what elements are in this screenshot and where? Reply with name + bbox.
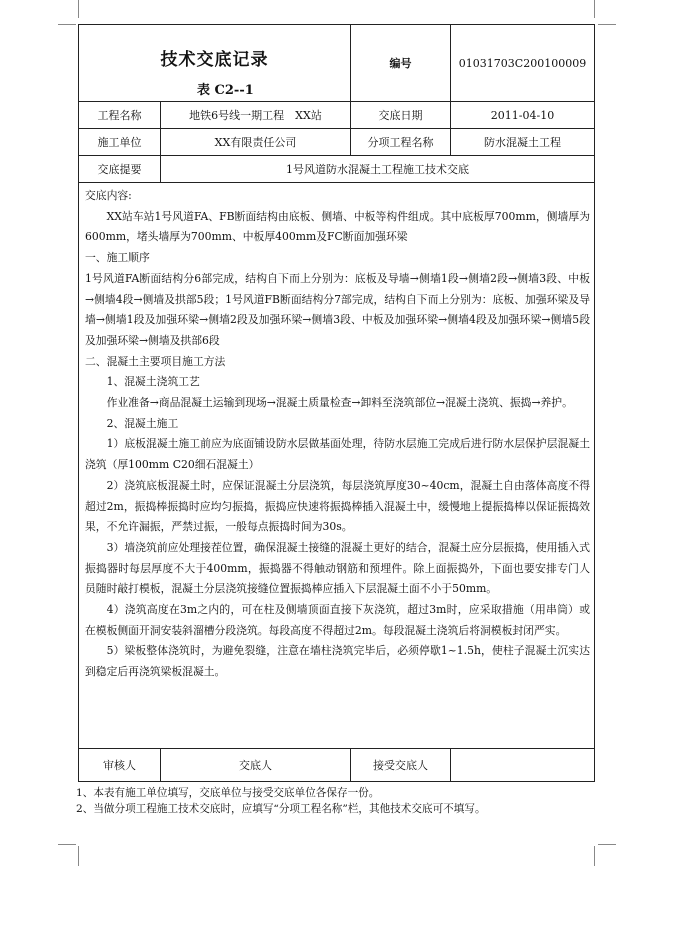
footnotes <box>76 785 594 817</box>
section-heading: 一、施工顺序 <box>85 251 150 265</box>
project-name-value: 地铁6号线一期工程 XX站 <box>161 102 351 129</box>
page-title: 技术交底记录 <box>160 50 269 70</box>
subsection-heading: 2、混凝土施工 <box>106 416 179 430</box>
reviewer-label: 审核人 <box>79 749 161 782</box>
unit-label: 施工单位 <box>79 129 161 156</box>
receiver-signature <box>451 749 595 782</box>
crop-mark-top-left-v <box>78 0 79 18</box>
content-paragraph: 1）底板混凝土施工前应为底面铺设防水层做基面处理，待防水层施工完成后进行防水层保护层混凝土浇筑（厚100mm C20细石混凝土） <box>85 437 590 472</box>
receiver-label: 接受交底人 <box>351 749 451 782</box>
content-paragraph: XX站车站1号风道FA、FB断面结构由底板、侧墙、中板等构件组成。其中底板厚700mm，侧墙厚为600mm，堵头墙厚为700mm、中板厚400mm及FC断面加强环梁 <box>85 209 590 244</box>
footnote-1: 1、本表有施工单位填写，交底单位与接受交底单位各保存一份。 <box>76 787 380 799</box>
code-label: 编号 <box>351 25 451 102</box>
discloser-label: 交底人 <box>161 749 351 782</box>
header-row <box>79 25 595 102</box>
crop-mark-bottom-right-h <box>598 844 616 845</box>
content-paragraph: 5）梁板整体浇筑时，为避免裂缝，注意在墙柱浇筑完毕后，必须停歇1~1.5h，使柱子混凝土沉实达到稳定后再浇筑梁板混凝土。 <box>85 644 590 679</box>
unit-row <box>79 129 595 156</box>
content-paragraph: 1号风道FA断面结构分6部完成，结构自下而上分别为：底板及导墙→侧墙1段→侧墙2段→侧墙3段、中板→侧墙4段→侧墙及拱部5段；1号风道FB断面结构分7部完成，结构自下而上分别为：底板、加强环梁及导墙→侧墙1段及加强环梁→侧墙2段及加强环梁→侧墙3段、中板及加强环梁→侧墙4段及加强环梁→侧墙5段及加强环梁→侧墙及拱部6段 <box>85 271 590 347</box>
content-row <box>79 183 595 749</box>
content-cell <box>79 183 595 749</box>
summary-label: 交底提要 <box>79 156 161 183</box>
crop-mark-top-right-h <box>598 24 616 25</box>
record-table <box>78 24 595 782</box>
footnote-2: 2、当做分项工程施工技术交底时，应填写“分项工程名称”栏，其他技术交底可不填写。 <box>76 803 486 815</box>
sub-project-value: 防水混凝土工程 <box>451 129 595 156</box>
unit-value: XX有限责任公司 <box>161 129 351 156</box>
sub-project-label: 分项工程名称 <box>351 129 451 156</box>
content-paragraph: 2）浇筑底板混凝土时，应保证混凝土分层浇筑，每层浇筑厚度30~40cm，混凝土自由落体高度不得超过2m，振捣棒振捣时应均匀振捣，振捣应快速将振捣棒插入混凝土中，缓慢地上提振捣棒以保证振捣效果，不允许漏振，严禁过振，一般每点振捣时间为30s。 <box>85 478 590 534</box>
summary-row <box>79 156 595 183</box>
form-number: 表 C2--1 <box>197 83 254 98</box>
content-heading: 交底内容: <box>85 189 132 202</box>
crop-mark-bottom-left-v <box>78 846 79 866</box>
content-paragraph: 3）墙浇筑前应处理接茬位置，确保混凝土接缝的混凝土更好的结合，混凝土应分层振捣，使用插入式振捣器时每层厚度不大于400mm，振捣器不得触动钢筋和预埋件。除上面振捣外，下面也要安排专门人员随时敲打模板，混凝土分层浇筑接缝位置振捣棒应插入下层混凝土面不小于50mm。 <box>85 540 590 596</box>
code-value: 01031703C200100009 <box>451 25 595 102</box>
section-heading: 二、混凝土主要项目施工方法 <box>85 354 226 368</box>
signature-row <box>79 749 595 782</box>
date-label: 交底日期 <box>351 102 451 129</box>
content-paragraph: 4）浇筑高度在3m之内的，可在柱及侧墙顶面直接下灰浇筑，超过3m时，应采取措施（用串筒）或在模板侧面开洞安装斜溜槽分段浇筑。每段高度不得超过2m。每段混凝土浇筑后将洞模板封闭严实。 <box>85 603 590 637</box>
crop-mark-top-right-v <box>594 0 595 18</box>
crop-mark-bottom-right-v <box>594 846 595 866</box>
subsection-heading: 1、混凝土浇筑工艺 <box>106 375 200 389</box>
crop-mark-bottom-left-h <box>58 844 76 845</box>
crop-mark-top-left-h <box>58 24 76 25</box>
project-name-label: 工程名称 <box>79 102 161 129</box>
title-cell <box>79 25 351 102</box>
project-row <box>79 102 595 129</box>
summary-value: 1号风道防水混凝土工程施工技术交底 <box>161 156 595 183</box>
date-value: 2011-04-10 <box>451 102 595 129</box>
content-paragraph: 作业准备→商品混凝土运输到现场→混凝土质量检查→卸料至浇筑部位→混凝土浇筑、振捣→养护。 <box>106 396 573 410</box>
record-sheet <box>78 24 594 817</box>
